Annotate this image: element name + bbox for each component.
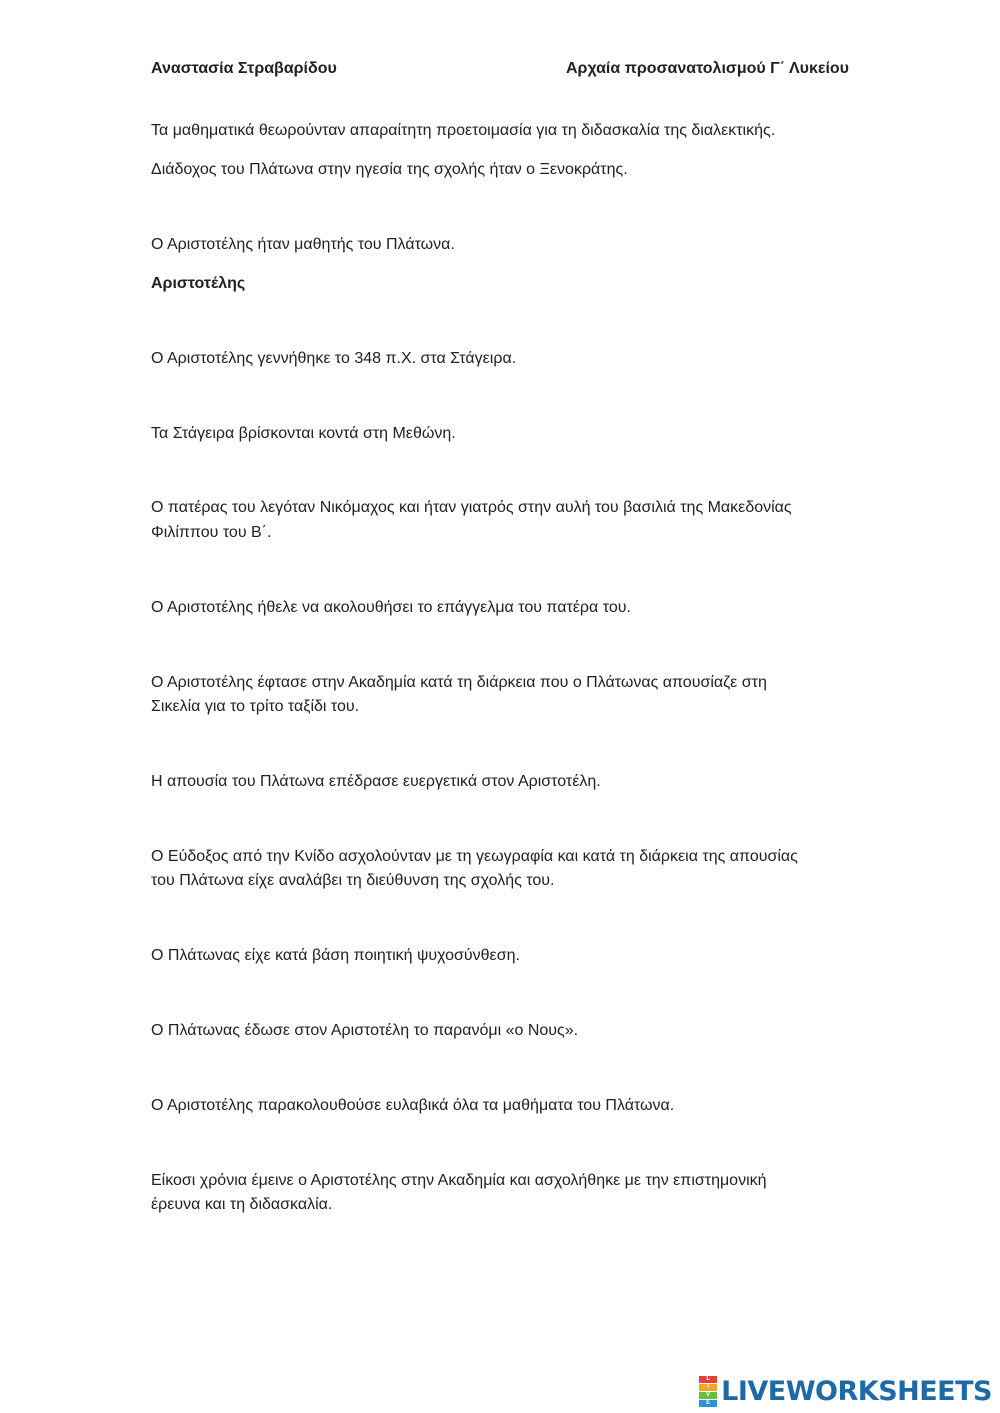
statement: Τα Στάγειρα βρίσκονται κοντά στη Μεθώνη.	[151, 425, 456, 442]
statement: του Πλάτωνα είχε αναλάβει τη διεύθυνση της σχολής του.	[151, 872, 555, 889]
logo-text: LIVEWORKSHEETS	[721, 1376, 992, 1407]
statement: Η απουσία του Πλάτωνα επέδρασε ευεργετικά στον Αριστοτέλη.	[151, 773, 601, 790]
statement: Ο Αριστοτέλης ήταν μαθητής του Πλάτωνα.	[151, 236, 455, 253]
statement: Σικελία για το τρίτο ταξίδι του.	[151, 698, 360, 715]
logo-mark-letter: E	[699, 1400, 717, 1407]
section-heading: Αριστοτέλης	[151, 275, 246, 292]
statement: Διάδοχος του Πλάτωνα στην ηγεσία της σχολής ήταν ο Ξενοκράτης.	[151, 161, 628, 178]
author-name: Αναστασία Στραβαρίδου	[151, 60, 337, 77]
statement: Φιλίππου του Β΄.	[151, 524, 272, 541]
logo-mark-letter: L	[699, 1376, 717, 1383]
statement: Ο Αριστοτέλης ήθελε να ακολουθήσει το επάγγελμα του πατέρα του.	[151, 599, 631, 616]
statement: Ο Αριστοτέλης γεννήθηκε το 348 π.Χ. στα Στάγειρα.	[151, 350, 517, 367]
statement: Ο Εύδοξος από την Κνίδο ασχολούνταν με τη γεωγραφία και κατά τη διάρκεια της απουσίας	[151, 848, 798, 865]
logo-mark-icon	[699, 1376, 717, 1407]
statement: Είκοσι χρόνια έμεινε ο Αριστοτέλης στην Ακαδημία και ασχολήθηκε με την επιστημονική	[151, 1172, 767, 1189]
page-header	[151, 60, 849, 78]
statement: έρευνα και τη διδασκαλία.	[151, 1196, 333, 1213]
statement: Ο Πλάτωνας είχε κατά βάση ποιητική ψυχοσύνθεση.	[151, 947, 520, 964]
statement: Ο Αριστοτέλης έφτασε στην Ακαδημία κατά τη διάρκεια που ο Πλάτωνας απουσίαζε στη	[151, 674, 767, 691]
statement: Ο Αριστοτέλης παρακολουθούσε ευλαβικά όλα τα μαθήματα του Πλάτωνα.	[151, 1097, 675, 1114]
logo-mark-letter: V	[699, 1392, 717, 1399]
statement: Τα μαθηματικά θεωρούνταν απαραίτητη προετοιμασία για τη διδασκαλία της διαλεκτικής.	[151, 122, 776, 139]
logo-mark-letter: I	[699, 1384, 717, 1391]
course-title: Αρχαία προσανατολισμού Γ΄ Λυκείου	[566, 60, 849, 77]
liveworksheets-logo	[699, 1376, 992, 1407]
statement: Ο Πλάτωνας έδωσε στον Αριστοτέλη το παρανόμι «ο Νους».	[151, 1022, 579, 1039]
statement: Ο πατέρας του λεγόταν Νικόμαχος και ήταν γιατρός στην αυλή του βασιλιά της Μακεδονίας	[151, 499, 792, 516]
